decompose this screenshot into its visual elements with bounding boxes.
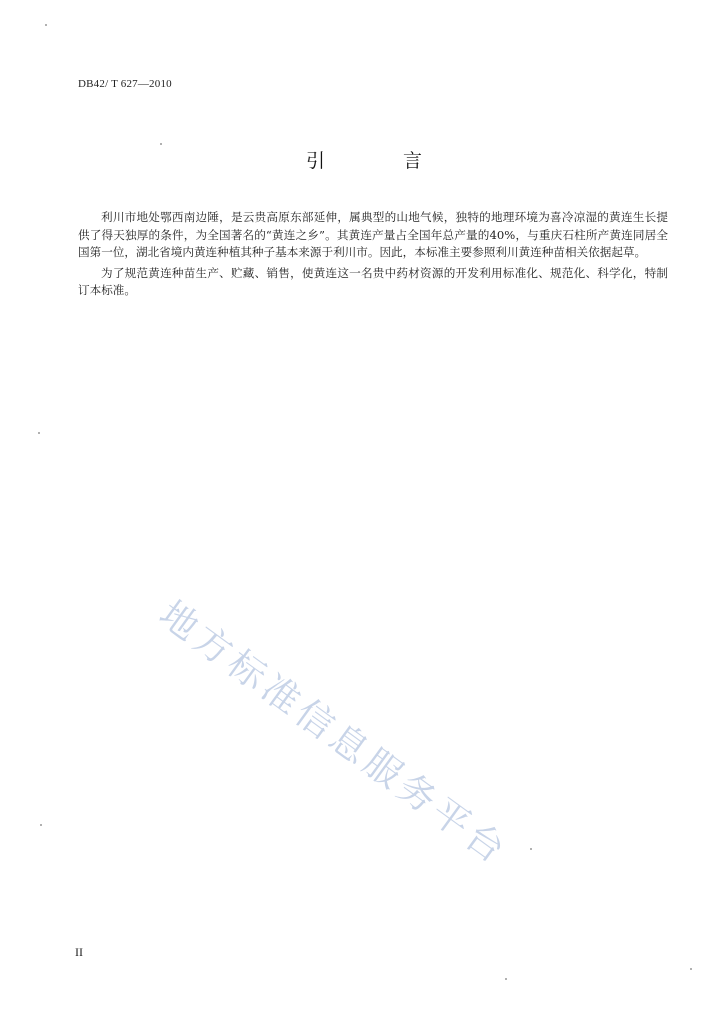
scan-speck xyxy=(45,24,47,26)
paragraph-1: 利川市地处鄂西南边陲，是云贵高原东部延伸，属典型的山地气候，独特的地理环境为喜冷凉湿的黄连生长提供了得天独厚的条件，为全国著名的“黄连之乡”。其黄连产量占全国年总产量的40%，与重庆石柱所产黄连同居全国第一位，湖北省境内黄连种植其种子基本来源于利川市。因此，本标准主要参照利川黄连种苗相关依据起草。 xyxy=(78,210,668,260)
document-body xyxy=(78,209,668,303)
section-title: 引 言 xyxy=(305,150,459,172)
scan-speck xyxy=(38,432,40,434)
scan-speck xyxy=(505,978,507,980)
page-number: II xyxy=(75,945,83,959)
scan-speck xyxy=(160,143,162,145)
scan-speck xyxy=(690,968,692,970)
watermark: 地方标准信息服务平台 xyxy=(151,592,517,874)
standard-code: DB42/ T 627—2010 xyxy=(78,78,172,90)
scan-speck xyxy=(530,848,532,850)
paragraph-2: 为了规范黄连种苗生产、贮藏、销售，使黄连这一名贵中药材资源的开发利用标准化、规范化、科学化，特制订本标准。 xyxy=(78,265,668,298)
scan-speck xyxy=(40,824,42,826)
